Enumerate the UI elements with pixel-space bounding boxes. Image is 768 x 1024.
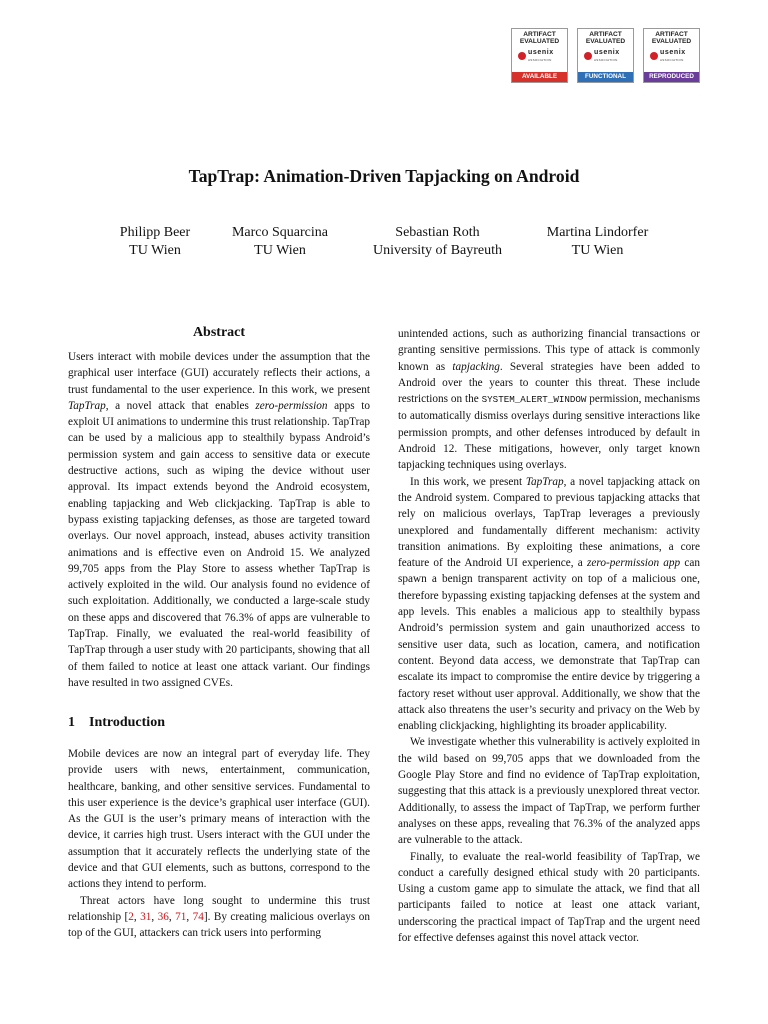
intro-paragraph-1: Mobile devices are now an integral part of everyday life. They provide users with news, entertainment, communication, healthcare, banking, and other sensitive services. Fundamental to this user experience is the device’s graphical user interface (GUI). As the GUI is the user’s primary means of interaction with the device, it carries high trust. Users interact with the GUI under the assumption that it accurately reflects the underlying state of the device and that GUI elements, such as buttons, correspond to the actions they intend to perform. [68, 748, 370, 891]
intro-paragraph-5: We investigate whether this vulnerability is actively exploited in the wild based on 99,705 apps that we downloaded from the Google Play Store and find no evidence of TapTrap exploitation, suggesting that this attack is a previously unexplored threat vector. Additionally, to assess the impact of TapTrap, we perform further analyses on these apps, revealing that 76.3% of the analyzed apps are vulnerable to the attack. [398, 736, 700, 847]
code-identifier: SYSTEM_ALERT_WINDOW [481, 394, 587, 406]
badge-functional [577, 28, 634, 83]
citation-link[interactable]: 2 [128, 910, 134, 923]
usenix-logo: usenix ASSOCIATION [584, 49, 628, 65]
badge-title: ARTIFACT EVALUATED [585, 31, 626, 46]
intro-paragraph-6: Finally, to evaluate the real-world feasibility of TapTrap, we conduct a carefully designed ethical study with 20 participants. Using a custom game app to simulate the attack, we find that all participants failed to notice at least one attack variant, underscoring the practical impact of TapTrap and the urgent need for effective defenses against this novel attack vector. [398, 850, 700, 944]
badge-available [511, 28, 568, 83]
badge-reproduced [643, 28, 700, 83]
author-name: Martina Lindorfer [546, 225, 649, 240]
author-affiliation: TU Wien [129, 243, 181, 258]
author-1 [100, 224, 210, 260]
abstract-body [68, 349, 370, 691]
section-number: 1 [68, 715, 75, 730]
intro-paragraph-2: Threat actors have long sought to undermine this trust relationship [2, 31, 36, 71, 74]. By creating malicious overlays on top of the GUI, attackers can trick users into performing [68, 894, 370, 940]
paper-title: TapTrap: Animation-Driven Tapjacking on Android [188, 166, 580, 186]
badge-title: ARTIFACT EVALUATED [519, 31, 560, 46]
citation-link[interactable]: 71 [175, 910, 187, 923]
author-name: Philipp Beer [119, 225, 191, 240]
author-3 [360, 224, 515, 260]
author-4 [530, 224, 665, 260]
artifact-badges [511, 28, 700, 83]
author-affiliation: University of Bayreuth [372, 243, 503, 258]
intro-heading [68, 715, 165, 731]
badge-label: FUNCTIONAL [578, 72, 633, 82]
right-column-body [398, 326, 700, 946]
citation-link[interactable]: 36 [157, 910, 169, 923]
intro-paragraph-4: In this work, we present TapTrap, a novel tapjacking attack on the Android system. Compared to previous tapjacking attacks that rely on malicious overlays, TapTrap leverages a previously unexplored and fundamentally different mechanism: activity transition animations. By exploiting these animations, a core feature of the Android UI experience, a zero-permission app can spawn a benign transparent activity on top of a malicious one, therefore bypassing existing tapjacking defenses at the system and app levels. This enables a malicious app to stealthily bypass Android’s permission system and gain unauthorized access to sensitive user data, such as location, camera, and notification content. Beyond data access, we demonstrate that TapTrap can escalate its impact to compromise the entire device by triggering a factory reset without user approval. Additionally, we show that the attack also threatens the user’s security and privacy on the Web by enabling clickjacking, highlighting its broader applicability. [398, 475, 700, 733]
abstract-paragraph: Users interact with mobile devices under the assumption that the graphical user interface (GUI) accurately reflects their actions, a trust fundamental to the user experience. In this work, we present TapTrap, a novel attack that enables zero-permission apps to exploit UI animations to undermine this trust relationship. TapTrap can be used by a malicious app to stealthily bypass Android’s permission system and gain access to sensitive data or execute destructive actions, such as wiping the device without user approval. Its impact extends beyond the Android ecosystem, enabling tapjacking and Web clickjacking. TapTrap is able to bypass existing tapjacking defenses, as those are targeted toward overlays. Our novel approach, instead, abuses activity transition animations and is effective even on Android 15. We analyzed 99,705 apps from the Play Store to assess whether TapTrap is actively exploited in the wild. Our analysis found no evidence of such exploitation. Additionally, we conducted a large-scale study on these apps and discovered that 76.3% of apps are vulnerable to TapTrap. Finally, we evaluated the real-world feasibility of TapTrap through a user study with 20 participants, showing that all of them failed to notice at least one attack variant. Our findings have resulted in two assigned CVEs. [68, 351, 371, 689]
usenix-logo-icon [518, 52, 526, 60]
badge-label: AVAILABLE [512, 72, 567, 82]
author-name: Sebastian Roth [395, 225, 480, 240]
intro-paragraph-3: unintended actions, such as authorizing financial transactions or granting sensitive permissions. This type of attack is commonly known as tapjacking. Several strategies have been added to Android over the years to counter this threat. These include restrictions on the SYSTEM_ALERT_WINDOW permission, mechanisms to automatically dismiss overlays during sensitive interactions like permission prompts, and other defenses introduced by default in Android 12. These mitigations, however, only target known tapjacking techniques using overlays. [398, 328, 700, 472]
usenix-logo-icon [650, 52, 658, 60]
abstract-heading: Abstract [192, 325, 246, 340]
author-affiliation: TU Wien [254, 243, 306, 258]
badge-label: REPRODUCED [644, 72, 699, 82]
citation-link[interactable]: 74 [192, 910, 204, 923]
intro-body [68, 746, 370, 942]
author-name: Marco Squarcina [231, 225, 329, 240]
usenix-logo-icon [584, 52, 592, 60]
citation-link[interactable]: 31 [140, 910, 152, 923]
usenix-logo: usenix ASSOCIATION [518, 49, 562, 65]
author-2 [220, 224, 340, 260]
section-title: Introduction [89, 715, 165, 730]
badge-title: ARTIFACT EVALUATED [651, 31, 692, 46]
usenix-logo: usenix ASSOCIATION [650, 49, 694, 65]
author-affiliation: TU Wien [571, 243, 624, 258]
